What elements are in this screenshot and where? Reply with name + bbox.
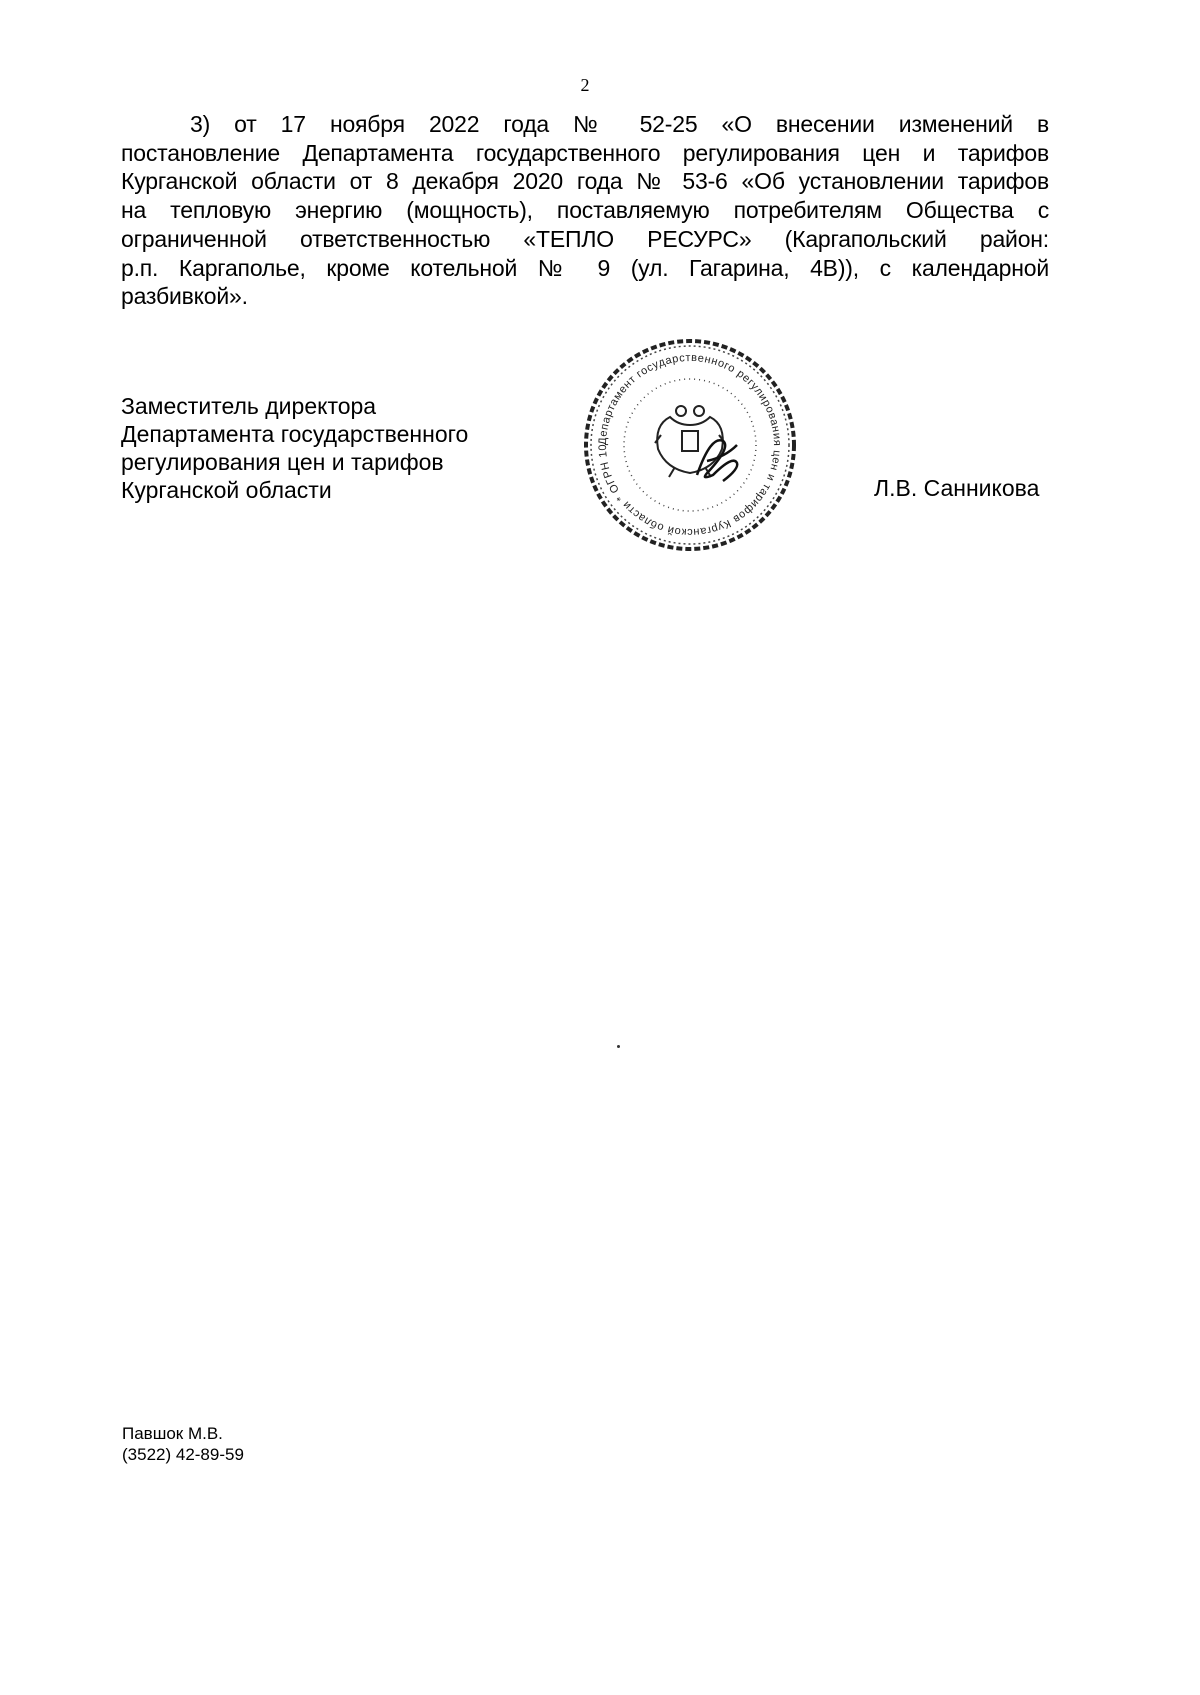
- paragraph-line: разбивкой».: [121, 283, 248, 310]
- executor-phone: (3522) 42-89-59: [122, 1445, 244, 1464]
- position-line: Департамента государственного: [121, 421, 469, 447]
- signatory-name: Л.В. Санникова: [874, 475, 1040, 501]
- seal-text: Департамент государственного регулирования цен и тарифов Курганской области * ОГРН 10: [596, 351, 784, 539]
- position-line: Заместитель директора: [121, 393, 377, 419]
- paragraph-line: р.п. Каргаполье, кроме котельной № 9 (ул. Гагарина, 4В)), с календарной: [121, 254, 1049, 281]
- page-number: 2: [580, 75, 590, 95]
- signatory-position: [121, 392, 468, 504]
- scan-speck: [617, 1045, 620, 1048]
- paragraph-line: 3) от 17 ноября 2022 года № 52-25 «О внесении изменений в: [190, 111, 1049, 137]
- svg-text:Департамент государственного р: [575, 335, 783, 538]
- seal-icon: [575, 335, 805, 555]
- official-seal-stamp: [575, 335, 805, 555]
- paragraph-line: постановление Департамента государственного регулирования цен и тарифов: [121, 139, 1049, 166]
- position-line: регулирования цен и тарифов: [121, 449, 444, 475]
- paragraph-line: на тепловую энергию (мощность), поставляемую потребителям Общества с: [121, 197, 1049, 224]
- body-paragraph: [121, 110, 1049, 311]
- position-line: Курганской области: [121, 477, 332, 503]
- paragraph-line: Курганской области от 8 декабря 2020 года № 53-6 «Об установлении тарифов: [121, 168, 1049, 195]
- executor-name: Павшок М.В.: [122, 1424, 223, 1443]
- paragraph-line: ограниченной ответственностью «ТЕПЛО РЕСУРС» (Каргапольский район:: [121, 225, 1049, 252]
- executor-info: [122, 1423, 244, 1465]
- handwritten-signature: [697, 440, 737, 481]
